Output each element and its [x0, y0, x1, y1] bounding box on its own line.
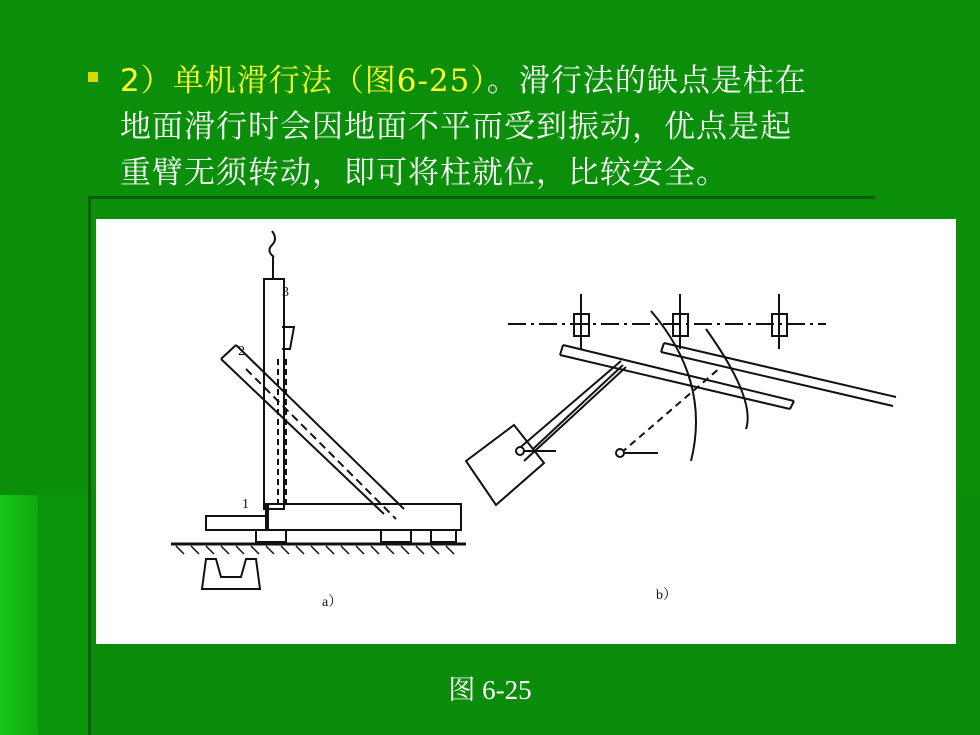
- bullet-number: 2）: [120, 63, 173, 99]
- label-a: a）: [322, 595, 343, 610]
- column-position-3: [264, 279, 284, 509]
- bullet-line3: 重臂无须转动，即可将柱就位，比较安全。: [120, 155, 728, 191]
- figure-caption: 图 6-25: [448, 675, 532, 705]
- decor-horizontal-rule: [90, 196, 875, 199]
- label-1: 1: [242, 497, 249, 512]
- figure-6-25: [96, 219, 956, 644]
- foundation-icon: [202, 559, 260, 589]
- label-b: b）: [656, 588, 677, 603]
- bullet-paragraph: [88, 58, 948, 196]
- label-2: 2: [238, 344, 245, 359]
- label-3: 3: [282, 285, 289, 300]
- bullet-line2: 地面滑行时会因地面不平而受到振动，优点是起: [120, 109, 792, 145]
- figure-drawing: [96, 219, 956, 644]
- decor-vertical-rule: [88, 196, 91, 735]
- bullet-square-icon: [88, 72, 98, 82]
- bullet-line1-rest: 。滑行法的缺点是柱在: [486, 63, 807, 99]
- bullet-text: [120, 58, 948, 196]
- hook-icon: [269, 231, 275, 257]
- column-position-1: [206, 516, 268, 530]
- bullet-heading: 单机滑行法（图6-25）: [172, 63, 487, 99]
